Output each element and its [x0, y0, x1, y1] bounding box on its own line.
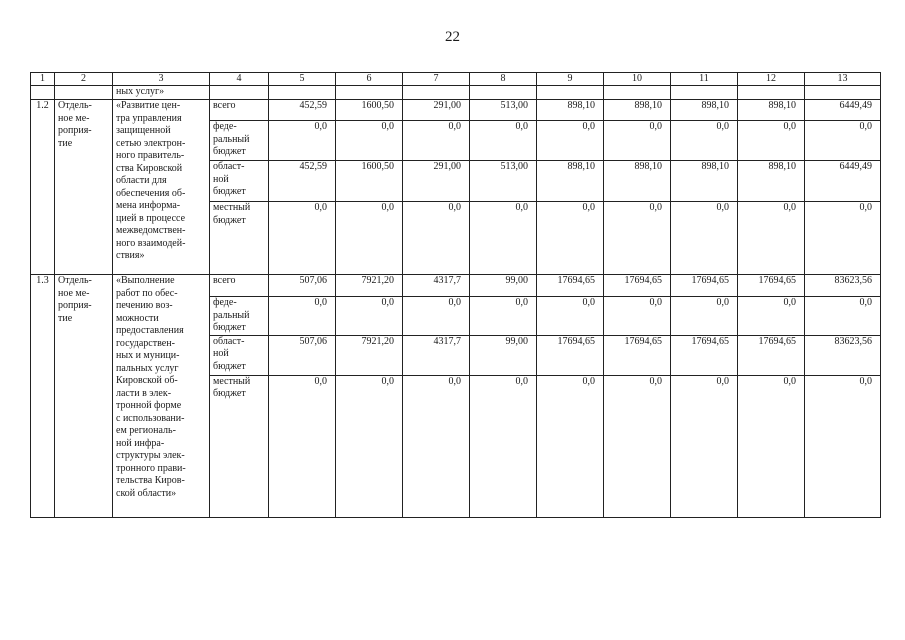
- funding-value: 0,0: [805, 121, 881, 161]
- funding-value: 513,00: [470, 161, 537, 202]
- column-header-3: 3: [113, 73, 210, 86]
- table-body: [31, 73, 881, 518]
- column-header-1: 1: [31, 73, 55, 86]
- funding-value: 291,00: [403, 161, 470, 202]
- funding-value: 0,0: [269, 202, 336, 275]
- funding-value: 0,0: [537, 375, 604, 517]
- column-header-8: 8: [470, 73, 537, 86]
- funding-value: 6449,49: [805, 161, 881, 202]
- funding-value: 83623,56: [805, 275, 881, 297]
- funding-value: 17694,65: [671, 335, 738, 375]
- funding-value: 898,10: [671, 100, 738, 121]
- funding-value: 898,10: [671, 161, 738, 202]
- funding-value: 898,10: [604, 100, 671, 121]
- measure-number: 1.2: [31, 100, 55, 275]
- funding-value: 0,0: [336, 375, 403, 517]
- funding-value: 0,0: [537, 297, 604, 336]
- funding-source: всего: [210, 275, 269, 297]
- measure-type: Отдель- ное ме- роприя- тие: [55, 100, 113, 275]
- funding-value: 0,0: [537, 202, 604, 275]
- funding-value: 513,00: [470, 100, 537, 121]
- funding-value: 0,0: [336, 297, 403, 336]
- measure-number: 1.3: [31, 275, 55, 518]
- funding-value: 7921,20: [336, 335, 403, 375]
- funding-value: 0,0: [604, 375, 671, 517]
- continuation-text: ных услуг»: [113, 86, 210, 100]
- funding-value: 452,59: [269, 100, 336, 121]
- funding-value: 17694,65: [604, 275, 671, 297]
- funding-value: 898,10: [738, 161, 805, 202]
- funding-value: 0,0: [470, 202, 537, 275]
- funding-source: област- ной бюджет: [210, 161, 269, 202]
- column-header-12: 12: [738, 73, 805, 86]
- funding-source: феде- ральный бюджет: [210, 121, 269, 161]
- funding-source: област- ной бюджет: [210, 335, 269, 375]
- funding-value: 1600,50: [336, 161, 403, 202]
- column-header-4: 4: [210, 73, 269, 86]
- funding-value: 0,0: [671, 297, 738, 336]
- funding-value: 0,0: [604, 121, 671, 161]
- funding-value: 0,0: [336, 202, 403, 275]
- funding-value: 83623,56: [805, 335, 881, 375]
- column-header-7: 7: [403, 73, 470, 86]
- funding-value: 17694,65: [671, 275, 738, 297]
- funding-value: 0,0: [269, 121, 336, 161]
- funding-value: 0,0: [805, 202, 881, 275]
- funding-value: 0,0: [537, 121, 604, 161]
- funding-value: 17694,65: [537, 275, 604, 297]
- funding-value: 0,0: [470, 121, 537, 161]
- funding-value: 6449,49: [805, 100, 881, 121]
- funding-value: 99,00: [470, 335, 537, 375]
- funding-value: 898,10: [738, 100, 805, 121]
- measure-description: «Выполнение работ по обес- печению воз- можности предоставления государствен- ных и муници- пальных услуг Кировской об- ласти в элек- тронной форме с использовани- ем региональ- ной инфра- структуры элек- тронного прави- тельства Киров- ской области»: [113, 275, 210, 518]
- funding-row: [31, 275, 881, 297]
- funding-value: 898,10: [537, 100, 604, 121]
- funding-value: 17694,65: [738, 335, 805, 375]
- funding-value: 7921,20: [336, 275, 403, 297]
- funding-value: 0,0: [738, 202, 805, 275]
- funding-value: 0,0: [403, 202, 470, 275]
- funding-source: местный бюджет: [210, 375, 269, 517]
- column-header-9: 9: [537, 73, 604, 86]
- funding-value: 99,00: [470, 275, 537, 297]
- funding-value: 452,59: [269, 161, 336, 202]
- funding-value: 17694,65: [537, 335, 604, 375]
- funding-value: 0,0: [671, 121, 738, 161]
- funding-value: 507,06: [269, 335, 336, 375]
- funding-value: 0,0: [805, 375, 881, 517]
- funding-source: феде- ральный бюджет: [210, 297, 269, 336]
- funding-value: 0,0: [805, 297, 881, 336]
- column-header-2: 2: [55, 73, 113, 86]
- funding-value: 0,0: [470, 375, 537, 517]
- funding-value: 0,0: [671, 375, 738, 517]
- column-header-10: 10: [604, 73, 671, 86]
- funding-value: 4317,7: [403, 335, 470, 375]
- continuation-row: [31, 86, 881, 100]
- measure-description: «Развитие цен- тра управления защищенной сетью электрон- ного правитель- ства Кировской области для обеспечения об- мена информа- цией в процессе межведомствен- ного взаимодей- ствия»: [113, 100, 210, 275]
- funding-source: всего: [210, 100, 269, 121]
- funding-value: 0,0: [403, 121, 470, 161]
- column-header-11: 11: [671, 73, 738, 86]
- column-header-13: 13: [805, 73, 881, 86]
- funding-value: 0,0: [269, 375, 336, 517]
- funding-value: 0,0: [269, 297, 336, 336]
- funding-value: 0,0: [403, 297, 470, 336]
- column-header-6: 6: [336, 73, 403, 86]
- funding-value: 0,0: [671, 202, 738, 275]
- funding-value: 0,0: [738, 297, 805, 336]
- funding-row: [31, 100, 881, 121]
- funding-value: 17694,65: [738, 275, 805, 297]
- funding-source: местный бюджет: [210, 202, 269, 275]
- measure-type: Отдель- ное ме- роприя- тие: [55, 275, 113, 518]
- funding-value: 0,0: [604, 297, 671, 336]
- budget-table: [30, 72, 881, 518]
- funding-value: 507,06: [269, 275, 336, 297]
- funding-value: 17694,65: [604, 335, 671, 375]
- funding-value: 0,0: [604, 202, 671, 275]
- funding-value: 0,0: [470, 297, 537, 336]
- funding-value: 0,0: [738, 375, 805, 517]
- funding-value: 898,10: [537, 161, 604, 202]
- funding-value: 0,0: [336, 121, 403, 161]
- funding-value: 0,0: [738, 121, 805, 161]
- page-number: 22: [445, 29, 460, 45]
- funding-value: 1600,50: [336, 100, 403, 121]
- header-row: [31, 73, 881, 86]
- column-header-5: 5: [269, 73, 336, 86]
- funding-value: 0,0: [403, 375, 470, 517]
- funding-value: 291,00: [403, 100, 470, 121]
- funding-value: 898,10: [604, 161, 671, 202]
- funding-value: 4317,7: [403, 275, 470, 297]
